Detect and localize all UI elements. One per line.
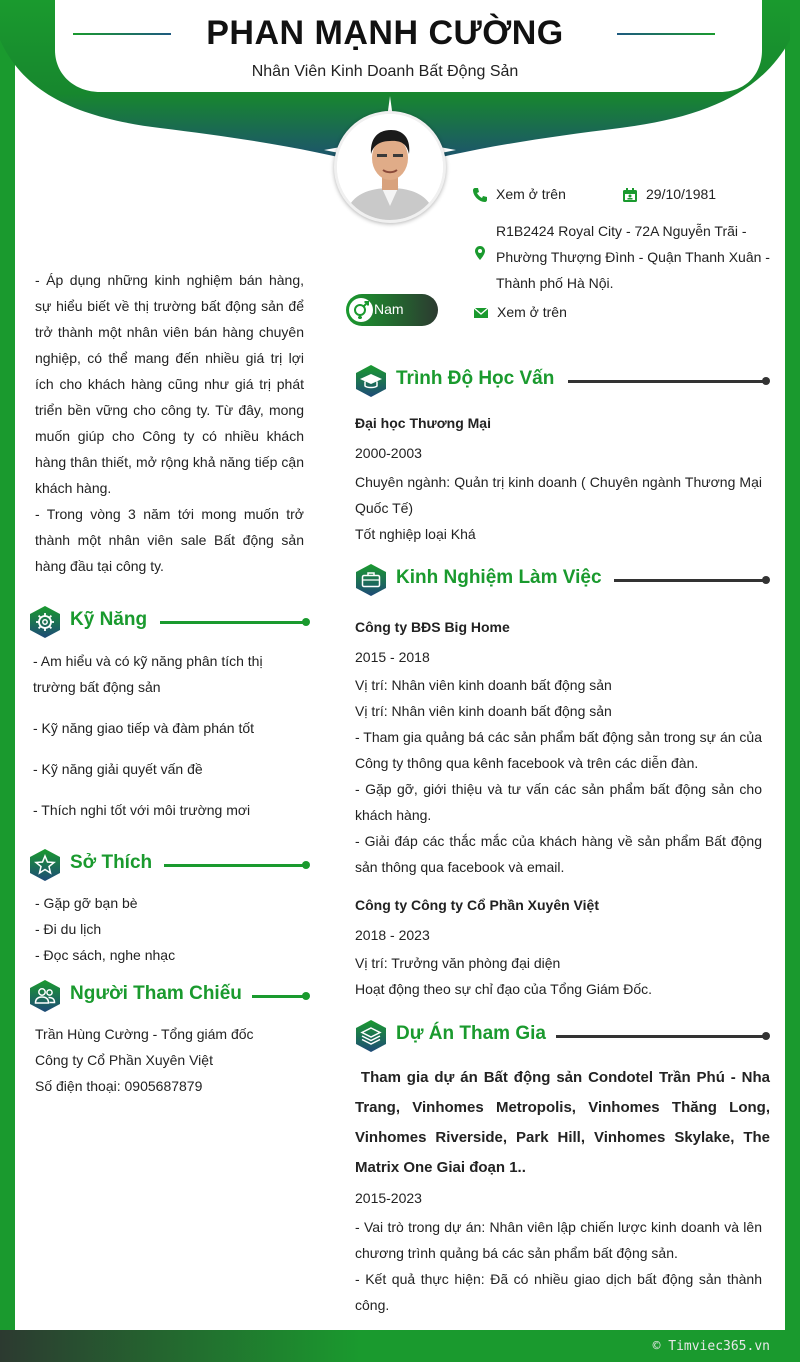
hobby-item: - Đi du lịch bbox=[35, 921, 102, 937]
project-period: 2015-2023 bbox=[355, 1190, 422, 1206]
footer-credit: © Timviec365.vn bbox=[652, 1339, 770, 1354]
education-title-line bbox=[568, 380, 766, 383]
project-detail-line: - Vai trò trong dự án: Nhân viên lập chiến lược kinh doanh và lên chương trình quảng bá các sản phẩm bất động sản. bbox=[355, 1219, 762, 1261]
skills-title-line bbox=[160, 621, 306, 624]
avatar-portrait-icon bbox=[337, 114, 443, 220]
job-detail-line: - Giải đáp các thắc mắc của khách hàng về sản phẩm Bất động sản thông qua facebook và email. bbox=[355, 833, 762, 875]
hobby-item: - Gặp gỡ bạn bè bbox=[35, 895, 138, 911]
location-pin-icon bbox=[472, 245, 488, 261]
education-major: Chuyên ngành: Quản trị kinh doanh ( Chuyên ngành Thương Mại Quốc Tế) bbox=[355, 474, 762, 516]
briefcase-icon bbox=[356, 564, 386, 596]
left-frame-border bbox=[0, 0, 15, 1330]
projects-title: Dự Án Tham Gia bbox=[396, 1023, 546, 1044]
career-objective bbox=[35, 267, 304, 579]
education-grade: Tốt nghiệp loại Khá bbox=[355, 526, 476, 542]
project-detail-line: - Kết quả thực hiện: Đã có nhiều giao dịch bất động sản thành công. bbox=[355, 1271, 762, 1313]
skill-item: - Thích nghi tốt với môi trường mơi bbox=[33, 802, 251, 818]
right-frame-border bbox=[775, 0, 800, 1330]
objective-paragraph-1: - Áp dụng những kinh nghiệm bán hàng, sự hiểu biết về thị trường bất động sản để trở thành một nhân viên bán hàng chuyên nghiệp, có thể mang đến nhiều giá trị lợi ích cho khách hàng cũng như giá trị phát triển bền vững cho công ty. Từ đây, mong muốn giúp cho Công ty có nhiều khách hàng thân thiết, mở rộng khả năng tiếp cận khách hàng. bbox=[35, 272, 304, 496]
experience-job-2 bbox=[355, 892, 762, 1002]
references-title-dot bbox=[302, 992, 310, 1000]
skills-title: Kỹ Năng bbox=[70, 609, 148, 630]
experience-title-dot bbox=[762, 576, 770, 584]
objective-paragraph-2: - Trong vòng 3 năm tới mong muốn trở thành một nhân viên sale Bất động sản hàng đầu tại công ty. bbox=[35, 506, 304, 574]
hobbies-section-header bbox=[30, 849, 310, 881]
education-period: 2000-2003 bbox=[355, 445, 422, 461]
skill-item: - Kỹ năng giải quyết vấn đề bbox=[33, 761, 203, 777]
job-company: Công ty Công ty Cổ Phần Xuyên Việt bbox=[355, 897, 599, 913]
candidate-name: PHAN MẠNH CƯỜNG bbox=[206, 14, 564, 52]
project-details bbox=[355, 1063, 775, 1318]
experience-job-1 bbox=[355, 614, 762, 880]
education-title-dot bbox=[762, 377, 770, 385]
footer-bar bbox=[0, 1330, 800, 1362]
skill-item: - Kỹ năng giao tiếp và đàm phán tốt bbox=[33, 720, 255, 736]
experience-title-line bbox=[614, 579, 766, 582]
avatar bbox=[334, 111, 446, 223]
contact-birthday-value: 29/10/1981 bbox=[646, 186, 717, 202]
projects-section-header bbox=[356, 1020, 772, 1052]
education-school: Đại học Thương Mại bbox=[355, 415, 491, 431]
hobbies-title-dot bbox=[302, 861, 310, 869]
experience-title: Kinh Nghiệm Làm Việc bbox=[396, 567, 602, 588]
job-period: 2015 - 2018 bbox=[355, 649, 430, 665]
experience-section-header bbox=[356, 564, 772, 596]
graduation-cap-icon bbox=[356, 365, 386, 397]
skills-title-dot bbox=[302, 618, 310, 626]
gender-icon bbox=[349, 298, 373, 322]
contact-address-line-3: Thành phố Hà Nội. bbox=[496, 275, 614, 291]
reference-item: Số điện thoại: 0905687879 bbox=[35, 1078, 203, 1094]
envelope-icon bbox=[473, 305, 489, 321]
hobbies-title-line bbox=[164, 864, 306, 867]
project-name: Tham gia dự án Bất động sản Condotel Trần Phú - Nha Trang, Vinhomes Metropolis, Vinhomes Thăng Long, Vinhomes Riverside, Park Hill, Vinhomes Skylake, The Matrix One Giai đoạn 1.. bbox=[355, 1069, 775, 1176]
skills-section-header bbox=[30, 606, 310, 638]
reference-item: Công ty Cổ Phần Xuyên Việt bbox=[35, 1052, 213, 1068]
job-detail-line: Vị trí: Nhân viên kinh doanh bất động sản bbox=[355, 703, 612, 719]
job-detail-line: Vị trí: Nhân viên kinh doanh bất động sản bbox=[355, 677, 612, 693]
education-section-header bbox=[356, 365, 772, 397]
contact-phone-value: Xem ở trên bbox=[496, 186, 566, 202]
gender-value: Nam bbox=[374, 301, 404, 317]
star-icon bbox=[30, 849, 60, 881]
education-details bbox=[355, 410, 762, 547]
skill-item: - Am hiểu và có kỹ năng phân tích thị trường bất động sản bbox=[33, 653, 263, 695]
phone-icon bbox=[472, 187, 488, 203]
contact-address bbox=[472, 218, 770, 296]
hobbies-title: Sở Thích bbox=[70, 852, 153, 873]
job-period: 2018 - 2023 bbox=[355, 927, 430, 943]
job-detail-line: Hoạt động theo sự chỉ đạo của Tổng Giám Đốc. bbox=[355, 981, 653, 997]
references-title: Người Tham Chiếu bbox=[70, 983, 242, 1004]
reference-item: Trần Hùng Cường - Tổng giám đốc bbox=[35, 1026, 254, 1042]
gender-badge bbox=[346, 294, 438, 326]
projects-title-dot bbox=[762, 1032, 770, 1040]
hobby-item: - Đọc sách, nghe nhạc bbox=[35, 947, 176, 963]
contact-address-line-1: R1B2424 Royal City - 72A Nguyễn Trãi - bbox=[496, 223, 747, 239]
job-detail-line: - Tham gia quảng bá các sản phẩm bất động sản trong sự án của Công ty thông qua kênh facebook và trên các diễn đàn. bbox=[355, 729, 762, 771]
hobbies-list bbox=[35, 890, 175, 968]
candidate-job-title: Nhân Viên Kinh Doanh Bất Động Sản bbox=[251, 63, 519, 80]
job-detail-line: - Gặp gỡ, giới thiệu và tư vấn các sản phẩm bất động sản cho khách hàng. bbox=[355, 781, 762, 823]
projects-title-line bbox=[556, 1035, 766, 1038]
contact-email-value: Xem ở trên bbox=[497, 304, 567, 320]
gear-icon bbox=[30, 606, 60, 638]
references-section-header bbox=[30, 980, 310, 1012]
references-list bbox=[35, 1021, 254, 1099]
contact-address-line-2: Phường Thượng Đình - Quận Thanh Xuân - bbox=[496, 249, 770, 265]
calendar-icon bbox=[622, 187, 638, 203]
job-detail-line: Vị trí: Trưởng văn phòng đại diện bbox=[355, 955, 561, 971]
people-icon bbox=[30, 980, 60, 1012]
layers-icon bbox=[356, 1020, 386, 1052]
education-title: Trình Độ Học Vấn bbox=[396, 368, 555, 389]
references-title-line bbox=[252, 995, 306, 998]
job-company: Công ty BĐS Big Home bbox=[355, 619, 510, 635]
